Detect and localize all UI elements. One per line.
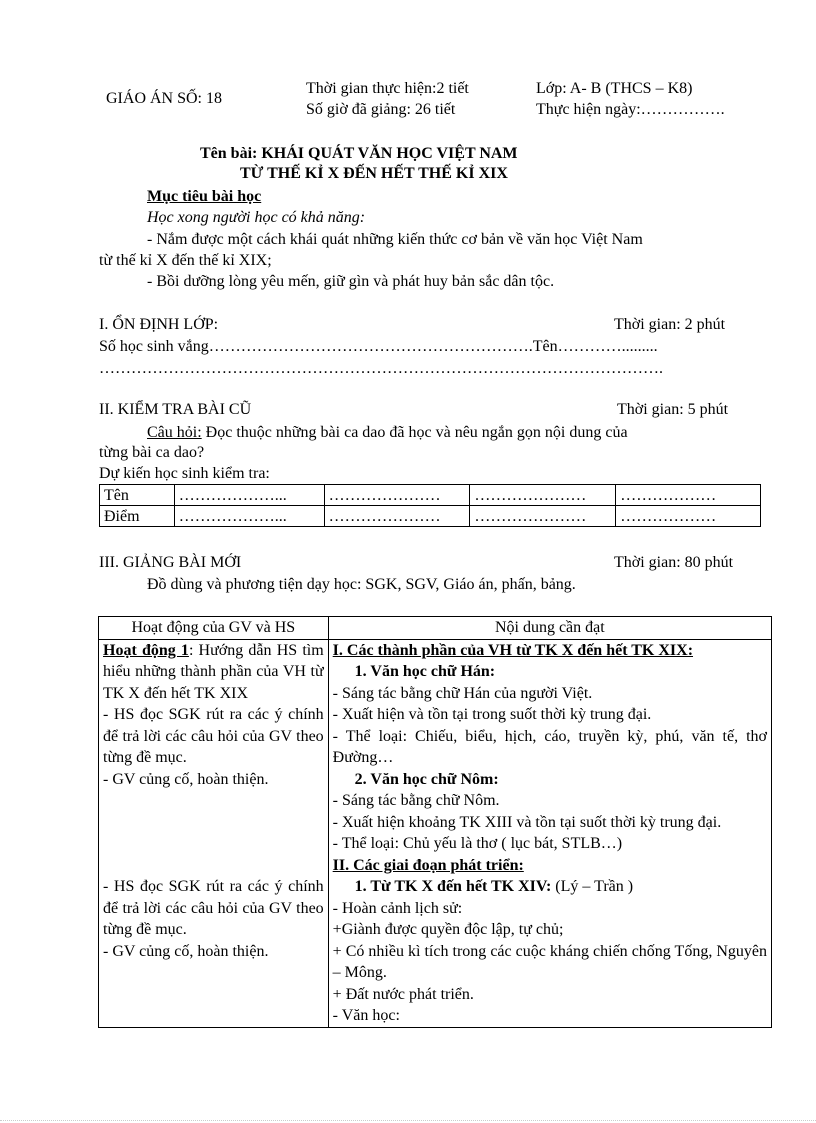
content-line: - Sáng tác bằng chữ Nôm.: [332, 792, 500, 809]
table-cell: Tên: [100, 485, 175, 506]
table-cell: ………………: [616, 485, 761, 506]
activity-1-text: : Hướng dẫn HS tìm hiểu những thành phần của VH từ TK X đến hết TK XIX: [103, 641, 324, 702]
content-line: - Sáng tác bằng chữ Hán của người Việt.: [332, 684, 593, 702]
table-cell: ………………...: [174, 485, 324, 506]
table-cell: ………………: [616, 506, 761, 527]
objective-1b: từ thế kỉ X đến thế kỉ XIX;: [99, 252, 272, 269]
period-suffix: (Lý – Trần ): [551, 878, 634, 895]
table-cell: Điểm: [100, 506, 175, 527]
table-row: [100, 506, 761, 527]
table-row: [99, 617, 772, 640]
question-text-2: từng bài ca dao?: [99, 444, 205, 461]
table-cell: …………………: [470, 485, 616, 506]
table-cell: …………………: [470, 506, 616, 527]
content-line: + Đất nước phát triển.: [332, 985, 474, 1003]
objectives-heading: Mục tiêu bài học: [147, 188, 262, 205]
activities-cell: [99, 639, 329, 1027]
class-label: Lớp: A- B (THCS – K8): [536, 80, 693, 97]
page-bottom-divider: [0, 1120, 816, 1121]
lesson-title-prefix: Tên bài:: [200, 145, 262, 162]
period-title: 1. Từ TK X đến hết TK XIV:: [354, 878, 552, 895]
content-line: - Xuất hiện và tồn tại trong suốt thời kỳ trung đại.: [332, 706, 652, 723]
content-heading-2: II. Các giai đoạn phát triển:: [332, 856, 524, 874]
column-header-content: Nội dung cần đạt: [328, 617, 771, 640]
activity-step: - HS đọc SGK rút ra các ý chính để trả lời các câu hỏi của GV theo từng đề mục.: [103, 878, 324, 938]
content-cell: [328, 639, 771, 1027]
section3-title: III. GIẢNG BÀI MỚI: [99, 554, 242, 571]
objective-1a: - Nắm được một cách khái quát những kiến thức cơ bản về văn học Việt Nam: [147, 231, 643, 248]
content-line: - Thể loại: Chiếu, biểu, hịch, cáo, truyền kỳ, phú, văn tế, thơ Đường…: [332, 727, 767, 766]
table-cell: …………………: [324, 506, 470, 527]
lesson-plan-number: GIÁO ÁN SỐ: 18: [106, 90, 222, 107]
check-table: [99, 484, 761, 527]
content-line: - Hoàn cảnh lịch sử:: [332, 899, 463, 917]
content-subheading: 1. Văn học chữ Hán:: [354, 663, 496, 680]
question-text: Đọc thuộc những bài ca dao đã học và nêu ngắn gọn nội dung của: [201, 424, 628, 441]
objective-2: - Bồi dưỡng lòng yêu mến, giữ gìn và phát huy bản sắc dân tộc.: [147, 273, 555, 290]
table-row: [99, 639, 772, 1027]
content-heading-1: I. Các thành phần của VH từ TK X đến hết TK XIX:: [332, 641, 694, 659]
question-label: Câu hỏi:: [147, 424, 202, 441]
objectives-intro: Học xong người học có khả năng:: [147, 209, 366, 226]
section1-time: Thời gian: 2 phút: [614, 316, 726, 333]
table-cell: ………………...: [174, 506, 324, 527]
activity-1-label: Hoạt động 1: [103, 641, 189, 659]
content-subheading: 2. Văn học chữ Nôm:: [354, 770, 499, 788]
table-cell: …………………: [324, 485, 470, 506]
question: [147, 423, 628, 442]
execution-time: Thời gian thực hiện:2 tiết: [306, 80, 469, 97]
lesson-title-line1: KHÁI QUÁT VĂN HỌC VIỆT NAM: [261, 145, 518, 162]
teaching-materials: Đồ dùng và phương tiện dạy học: SGK, SGV, Giáo án, phấn, bảng.: [147, 576, 576, 593]
content-line: - Thể loại: Chủ yếu là thơ ( lục bát, STLB…): [332, 835, 623, 852]
expected-students: Dự kiến học sinh kiểm tra:: [99, 465, 270, 482]
section2-time: Thời gian: 5 phút: [617, 401, 729, 418]
activity-step: - GV củng cố, hoàn thiện.: [103, 942, 269, 960]
content-line: - Xuất hiện khoảng TK XIII và tồn tại suốt thời kỳ trung đại.: [332, 813, 722, 831]
content-line: - Văn học:: [332, 1007, 400, 1024]
section2-title: II. KIỂM TRA BÀI CŨ: [99, 401, 252, 418]
section3-time: Thời gian: 80 phút: [614, 554, 734, 571]
content-subheading: [333, 876, 767, 898]
dotted-line: …………………………………………………………………………………………….: [99, 360, 663, 377]
execution-date: Thực hiện ngày:…………….: [536, 101, 725, 118]
activity-step: - HS đọc SGK rút ra các ý chính để trả lời các câu hỏi của GV theo từng đề mục.: [103, 706, 324, 766]
section1-title: I. ỔN ĐỊNH LỚP:: [99, 316, 219, 333]
spacer: [103, 790, 324, 876]
lesson-title: [200, 144, 518, 163]
table-row: [100, 485, 761, 506]
content-line: + Có nhiều kì tích trong các cuộc kháng chiến chống Tống, Nguyên – Mông.: [332, 942, 767, 981]
activity-step: - GV củng cố, hoàn thiện.: [103, 770, 269, 788]
hours-taught: Số giờ đã giảng: 26 tiết: [306, 101, 456, 118]
column-header-activities: Hoạt động của GV và HS: [99, 617, 329, 640]
absent-students: Số học sinh vắng…………………………………………………….Tên………….........: [99, 338, 658, 355]
activity-1: [103, 640, 324, 705]
activity-table: [98, 616, 772, 1028]
content-line: +Giành được quyền độc lập, tự chủ;: [332, 921, 564, 938]
lesson-title-line2: TỪ THẾ KỈ X ĐẾN HẾT THẾ KỈ XIX: [240, 165, 508, 182]
